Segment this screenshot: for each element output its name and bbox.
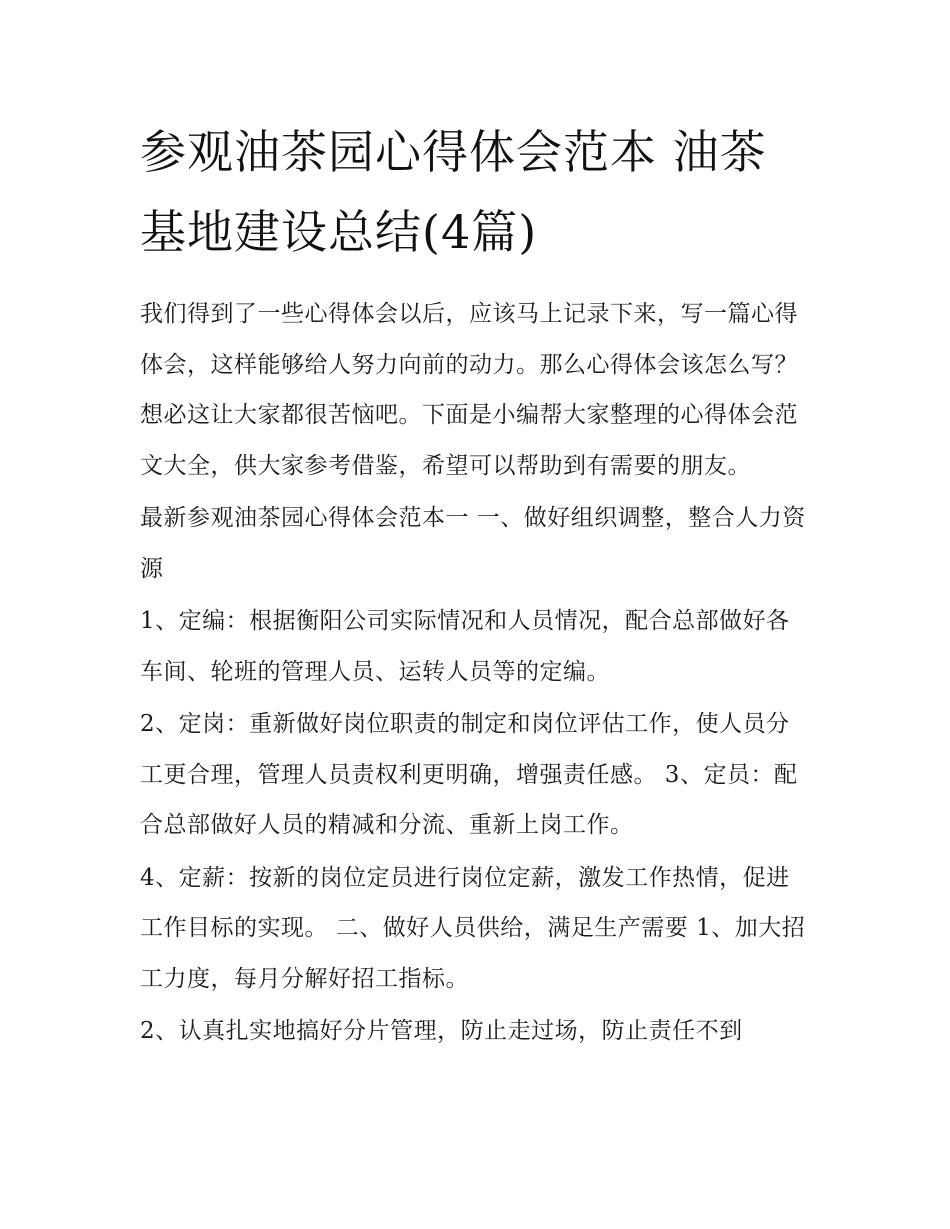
list-item-4: 4、定薪：按新的岗位定员进行岗位定薪，激发工作热情，促进工作目标的实现。 二、做好人员供给，满足生产需要 1、加大招工力度，每月分解好招工指标。 <box>140 864 806 992</box>
section-heading-paragraph: 最新参观油茶园心得体会范本一 一、做好组织调整，整合人力资源 <box>140 505 806 582</box>
document-title: 参观油茶园心得体会范本 油茶基地建设总结(4篇) <box>140 125 767 259</box>
list-item-continued: 2、认真扎实地搞好分片管理，防止走过场，防止责任不到 <box>140 1018 743 1044</box>
list-item-2: 2、定岗：重新做好岗位职责的制定和岗位评估工作，使人员分工更合理，管理人员责权利更明确，增强责任感。 3、定员：配合总部做好人员的精减和分流、重新上岗工作。 <box>140 711 798 838</box>
intro-paragraph: 我们得到了一些心得体会以后，应该马上记录下来，写一篇心得体会，这样能够给人努力向前的动力。那么心得体会该怎么写？想必这让大家都很苦恼吧。下面是小编帮大家整理的心得体会范文大全，供大家参考借鉴，希望可以帮助到有需要的朋友。 <box>140 301 798 479</box>
document-body <box>140 112 812 1057</box>
list-item-1: 1、定编：根据衡阳公司实际情况和人员情况，配合总部做好各车间、轮班的管理人员、运转人员等的定编。 <box>140 608 790 685</box>
